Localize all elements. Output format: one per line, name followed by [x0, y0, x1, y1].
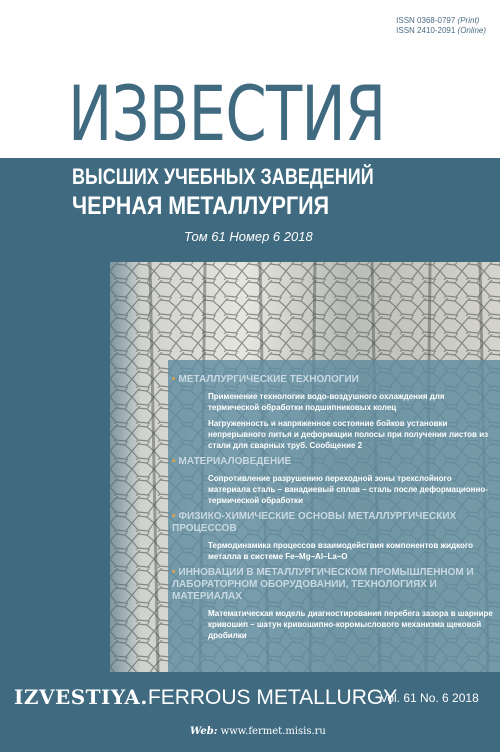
table-of-contents	[172, 374, 496, 643]
toc-section-heading	[172, 374, 496, 386]
toc-section-heading	[172, 511, 496, 535]
volume-issue-year: Том 61 Номер 6 2018	[184, 229, 313, 244]
bullet-icon: •	[172, 456, 176, 467]
section-heading-text: ФИЗИКО-ХИМИЧЕСКИЕ ОСНОВЫ МЕТАЛЛУРГИЧЕСКИХ ПРОЦЕССОВ	[172, 511, 457, 534]
toc-section-heading	[172, 567, 496, 603]
footer-web	[190, 726, 326, 737]
section-heading-text: ИННОВАЦИИ В МЕТАЛЛУРГИЧЕСКОМ ПРОМЫШЛЕННОМ И ЛАБОРАТОРНОМ ОБОРУДОВАНИИ, ТЕХНОЛОГИЯХ И МАТЕРИАЛАХ	[172, 567, 474, 602]
toc-article: Математическая модель диагностирования перебега зазора в шарнире кривошип – шатун кривошипно-коромыслового механизма щековой дробилки	[208, 609, 493, 640]
issn-print	[396, 16, 486, 26]
bullet-icon: •	[172, 511, 176, 522]
section-heading-text: МЕТАЛЛУРГИЧЕСКИЕ ТЕХНОЛОГИИ	[178, 374, 359, 385]
footer-title-part1: IZVESTIYA.	[14, 685, 148, 709]
bullet-icon: •	[172, 374, 176, 385]
web-url[interactable]: www.fermet.misis.ru	[220, 726, 326, 737]
toc-article: Термодинамика процессов взаимодействия компонентов жидкого металла в системе Fe–Mg–Al–La–O	[208, 541, 474, 561]
bullet-icon: •	[172, 567, 176, 578]
web-label: Web:	[190, 726, 218, 737]
toc-article: Нагруженность и напряженное состояние бойков установки непрерывного литья и деформации полосы при получении листов из стали для сварных труб. Сообщение 2	[208, 419, 489, 450]
toc-article: Применение технологии водо-воздушного охлаждения для термической обработки подшипниковых колец	[208, 392, 445, 412]
journal-title: ИЗВЕСТИЯ	[68, 69, 386, 158]
section-heading-text: МАТЕРИАЛОВЕДЕНИЕ	[178, 456, 292, 467]
issn-print-type: (Print)	[457, 16, 480, 25]
toc-article: Сопротивление разрушению переходной зоны трехслойного материала сталь – ванадиевый сплав – сталь после деформационно-термической обработки	[208, 474, 488, 505]
issn-online-type: (Online)	[457, 26, 486, 35]
footer-title	[14, 685, 397, 710]
issn-online	[396, 26, 486, 36]
footer-volume: Vol. 61 No. 6 2018	[380, 691, 479, 705]
journal-subtitle-line1: ВЫСШИХ УЧЕБНЫХ ЗАВЕДЕНИЙ	[72, 164, 374, 189]
issn-print-number: ISSN 0368-0797	[396, 16, 456, 25]
toc-section-heading	[172, 456, 496, 468]
issn-block	[396, 16, 486, 36]
footer-title-part2: FERROUS METALLURGY	[147, 686, 398, 709]
journal-subtitle-line2: ЧЕРНАЯ МЕТАЛЛУРГИЯ	[72, 192, 330, 220]
issn-online-number: ISSN 2410-2091	[396, 26, 456, 35]
